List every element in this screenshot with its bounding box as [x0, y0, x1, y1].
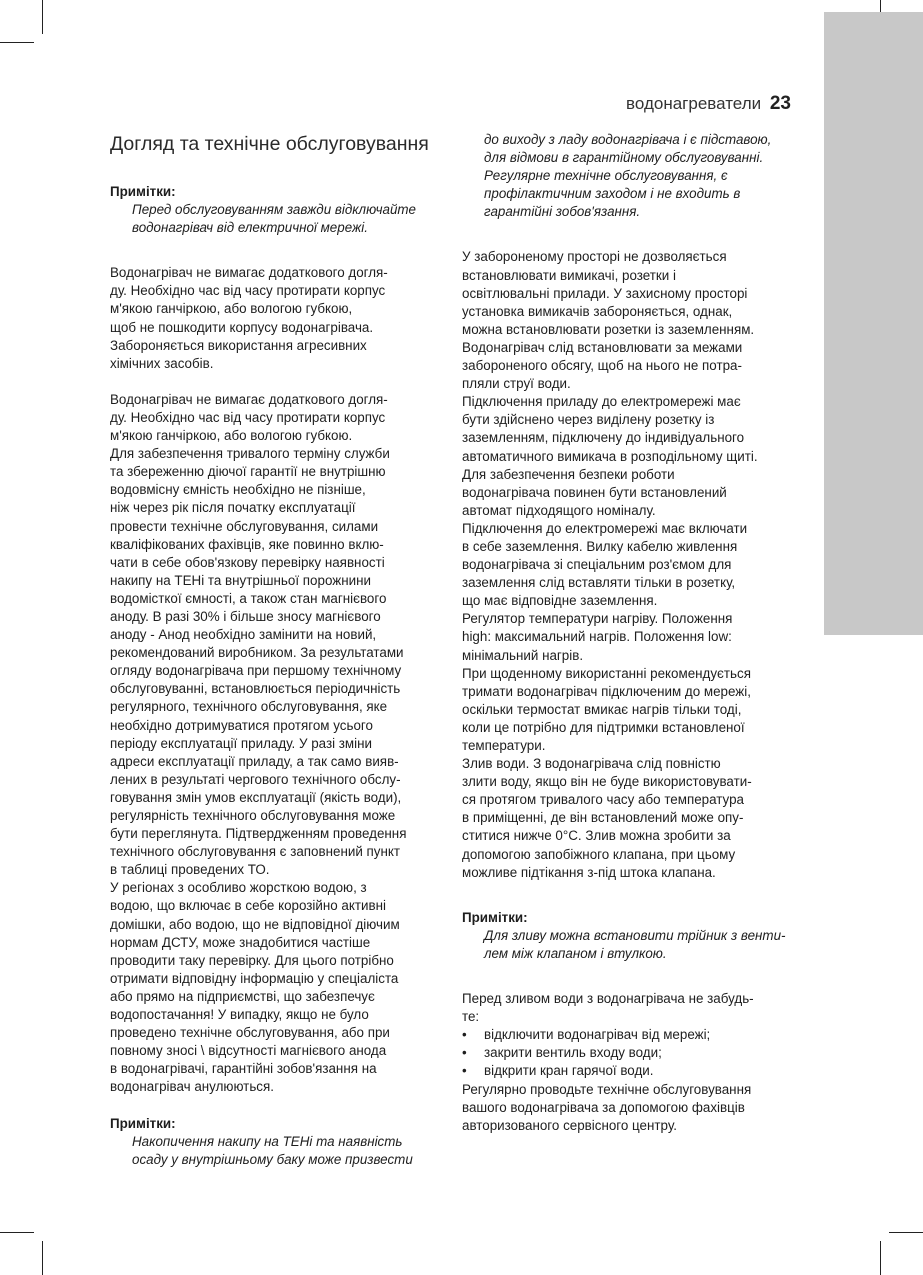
text-line: мінімальний нагрів. [462, 647, 584, 663]
text-line: ніж через рік після початку експлуатації [110, 500, 356, 516]
list-item [462, 1044, 797, 1062]
paragraph-service [462, 1081, 797, 1135]
page-title: Догляд та технічне обслуговування [110, 133, 429, 155]
text-line: що має відповідне заземлення. [462, 593, 658, 609]
text-line: проводити таку перевірку. Для цього потрібно [110, 952, 394, 968]
text-line: Перед зливом води з водонагрівача не забудь- [462, 991, 754, 1007]
text-line: пляли струї води. [462, 376, 571, 392]
text-line: провести технічне обслуговування, силами [110, 518, 379, 534]
text-line: водонагрівач від електричної мережі. [132, 220, 368, 236]
text-line: обслуговуванні, встановлюється періодичність [110, 681, 401, 697]
text-line: регулярного, технічного обслуговування, яке [110, 699, 388, 715]
side-thumb-tab [824, 12, 923, 635]
crop-mark [880, 1241, 881, 1275]
text-line: оскільки термостат вмикає нагрів тільки тоді, [462, 701, 742, 717]
text-line: водонагрівач анулюються. [110, 1079, 274, 1095]
text-line: вашого водонагрівача за допомогою фахівців [462, 1099, 745, 1115]
text-line: домішки, або водою, що не відповідної діючим [110, 916, 400, 932]
paragraph-electrical [462, 248, 797, 881]
text-line: злити воду, якщо він не буде використовувати- [462, 774, 752, 790]
text-line: аноду. В разі 30% і більше зносу магнієвого [110, 608, 381, 624]
text-line: водовмісну ємність необхідно не пізніше, [110, 482, 366, 498]
note-label: Примітки: [110, 184, 176, 199]
text-line: аноду - Анод необхідно замінити на новий, [110, 627, 377, 643]
text-line: рекомендований виробником. За результатами [110, 645, 404, 661]
text-line: в таблиці проведених ТО. [110, 862, 270, 878]
text-line: high: максимальний нагрів. Положення low: [462, 629, 732, 645]
note-label: Примітки: [462, 909, 528, 925]
text-line: заземлення слід вставляти тільки в розетку, [462, 575, 736, 591]
text-line: Підключення до електромережі має включати [462, 520, 748, 536]
list-item-text: закрити вентиль входу води; [484, 1045, 662, 1061]
list-item [462, 1026, 797, 1044]
text-line: авторизованого сервісного центру. [462, 1117, 677, 1133]
text-line: технічного обслуговування є заповнений пункт [110, 844, 401, 860]
text-line: коли це потрібно для підтримки встановленої [462, 719, 745, 735]
text-line: накипу на ТЕНі та внутрішньої порожнини [110, 572, 371, 588]
bullet-icon: • [462, 1027, 467, 1043]
text-line: та збереженню діючої гарантії не внутрішню [110, 464, 386, 480]
note-text [484, 927, 797, 963]
text-line: встановлювати вимикачі, розетки і [462, 267, 676, 283]
running-header [626, 93, 791, 115]
text-line: Водонагрівач не вимагає додаткового догля- [110, 265, 388, 281]
text-line: Накопичення накипу на ТЕНі та наявність [132, 1133, 403, 1149]
text-line: Підключення приладу до електромережі має [462, 394, 741, 410]
text-line: автомат підходящого номіналу. [462, 502, 656, 518]
list-item-text: відключити водонагрівач від мережі; [484, 1027, 711, 1043]
text-line: Для зливу можна встановити трійник з венти- [484, 927, 786, 943]
paragraph-drain [462, 990, 797, 1026]
paragraph-maintenance [110, 391, 438, 1097]
text-line: водомісткої ємності, а також стан магнієвого [110, 590, 387, 606]
text-line: заземленням, підключену до індивідуального [462, 430, 745, 446]
text-line: Водонагрівач слід встановлювати за межами [462, 339, 743, 355]
text-line: водою, що включає в себе корозійно активні [110, 898, 386, 914]
text-line: можна встановлювати розетки із заземленням. [462, 321, 755, 337]
crop-mark [42, 0, 43, 34]
text-line: можливе підтікання з-під штока клапана. [462, 864, 716, 880]
paragraph-care [110, 264, 438, 373]
text-line: Водонагрівач не вимагає додаткового догля- [110, 391, 388, 407]
text-line: Для забезпечення тривалого терміну служби [110, 446, 390, 462]
text-line: в приміщенні, де він встановлений може опу- [462, 810, 744, 826]
drain-steps-list [462, 1026, 797, 1080]
text-line: У регіонах з особливо жорсткою водою, з [110, 880, 367, 896]
text-line: У забороненому просторі не дозволяється [462, 249, 727, 265]
text-line: осаду у внутрішньому баку може призвести [132, 1151, 413, 1167]
text-line: говування змін умов експлуатації (якість води), [110, 789, 402, 805]
note-continued [484, 131, 797, 221]
text-line: огляду водонагрівача при першому технічному [110, 663, 402, 679]
list-item [462, 1062, 797, 1080]
text-line: бути здійснено через виділену розетку із [462, 412, 715, 428]
left-column [110, 131, 438, 1169]
right-column [462, 131, 797, 1135]
text-line: те: [462, 1009, 480, 1025]
text-line: установка вимикачів забороняється, однак, [462, 303, 733, 319]
text-line: водонагрівача зі спеціальним роз'ємом для [462, 557, 732, 573]
text-line: Перед обслуговуванням завжди відключайте [132, 202, 416, 218]
text-line: ся протягом тривалого часу або температура [462, 792, 744, 808]
bullet-icon: • [462, 1063, 467, 1079]
text-line: допомогою запобіжного клапана, при цьому [462, 846, 736, 862]
text-line: Злив води. З водонагрівача слід повністю [462, 756, 721, 772]
note-text [132, 201, 438, 237]
text-line: в водонагрівачі, гарантійні зобов'язання на [110, 1061, 377, 1077]
text-line: регулярність технічного обслуговування може [110, 808, 396, 823]
text-line: хімічних засобів. [110, 355, 214, 371]
note-text [132, 1133, 438, 1169]
text-line: проведено технічне обслуговування, або при [110, 1025, 390, 1041]
text-line: Для забезпечення безпеки роботи [462, 466, 675, 482]
text-line: повному зносі \ відсутності магнієвого анода [110, 1043, 387, 1059]
page-number: 23 [769, 93, 791, 114]
list-item-text: відкрити кран гарячої води. [484, 1063, 654, 1079]
text-line: освітлювальні прилади. У захисному просторі [462, 285, 748, 301]
text-line: Регулятор температури нагріву. Положення [462, 611, 733, 627]
text-line: профілактичним заходом і не входить в [484, 186, 741, 202]
text-line: ду. Необхідно час від часу протирати корпус [110, 409, 386, 425]
crop-mark [42, 1241, 43, 1275]
text-line: м'якою ганчіркою, або вологою губкою, [110, 301, 353, 317]
text-line: Забороняється використання агресивних [110, 337, 367, 353]
text-line: При щоденному використанні рекомендується [462, 665, 751, 681]
text-line: періоду експлуатації приладу. У разі зміни [110, 735, 372, 751]
text-line: температури. [462, 738, 546, 753]
text-line: до виходу з ладу водонагрівача і є підставою, [484, 132, 772, 147]
text-line: бути переглянута. Підтвердженням проведення [110, 826, 407, 842]
note-label: Примітки: [110, 1115, 176, 1131]
text-line: м'якою ганчіркою, або вологою губкою. [110, 428, 353, 444]
text-line: адреси експлуатації приладу, а так само вияв- [110, 753, 399, 769]
bullet-icon: • [462, 1045, 467, 1061]
text-line: тримати водонагрівач підключеним до мережі, [462, 683, 751, 699]
text-line: забороненого обсягу, щоб на нього не потра- [462, 358, 742, 374]
crop-mark [0, 1232, 34, 1233]
crop-mark [889, 1232, 923, 1233]
text-line: отримати відповідну інформацію у спеціаліста [110, 970, 399, 986]
section-name: водонагреватели [626, 94, 762, 113]
text-line: ститися нижче 0°С. Злив можна зробити за [462, 828, 731, 844]
text-line: або прямо на підприємстві, що забезпечує [110, 988, 375, 1004]
text-line: автоматичного вимикача в розподільному щиті. [462, 448, 758, 464]
text-line: водопостачання! У випадку, якщо не було [110, 1007, 369, 1023]
text-line: Регулярно проводьте технічне обслуговування [462, 1081, 752, 1097]
text-line: необхідно дотримуватися протягом усього [110, 717, 373, 733]
text-line: водонагрівача повинен бути встановлений [462, 484, 727, 500]
text-line: кваліфікованих фахівців, яке повинно вклю- [110, 536, 384, 552]
text-line: лених в результаті чергового технічного обслу- [110, 771, 401, 787]
text-line: чати в себе обов'язкову перевірку наявності [110, 554, 385, 570]
text-line: нормам ДСТУ, може знадобитися частіше [110, 934, 371, 950]
text-line: гарантійні зобов'язання. [484, 204, 641, 220]
text-line: для відмови в гарантійному обслуговуванні. [484, 150, 764, 166]
crop-mark [0, 42, 34, 43]
text-line: ду. Необхідно час від часу протирати корпус [110, 283, 386, 299]
text-line: Регулярне технічне обслуговування, є [484, 168, 728, 184]
text-line: щоб не пошкодити корпусу водонагрівача. [110, 319, 374, 335]
text-line: в себе заземлення. Вилку кабелю живлення [462, 538, 738, 554]
text-line: лем між клапаном і втулкою. [484, 945, 667, 961]
